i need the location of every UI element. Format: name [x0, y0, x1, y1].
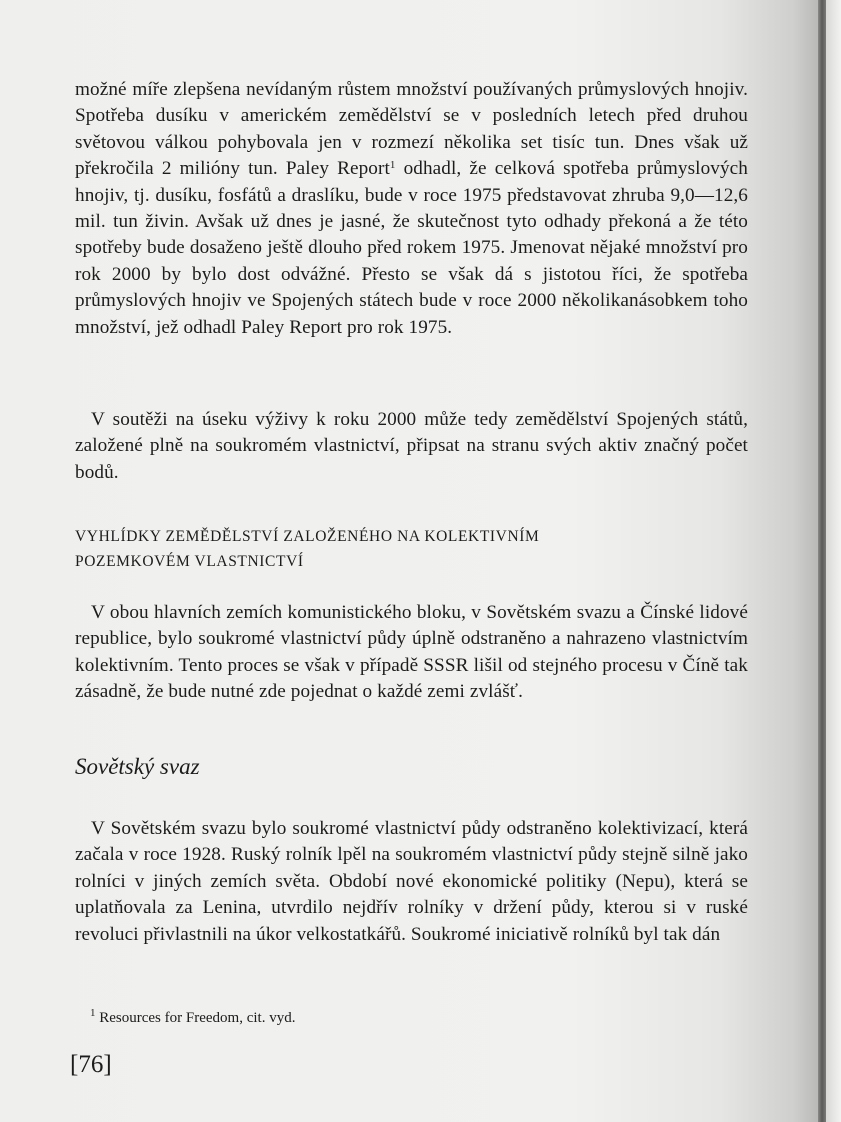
paragraph-fertilizer [75, 77, 748, 341]
footnote [90, 1008, 295, 1028]
paragraph-text: V soutěži na úseku výživy k roku 2000 může tedy zemědělství Spojených států, založené plně na soukromém vlastnictví, připsat na stranu svých aktiv značný počet bodů. [75, 409, 748, 483]
footnote-marker: 1 [90, 1007, 96, 1019]
paragraph-text: možné míře zlepšena nevídaným růstem množství používaných průmyslových hnojiv. Spotřeba dusíku v americkém zemědělství se v posledních letech před druhou světovou válkou pohybovala jen v rozmezí několika set tisíc tun. Dnes však už překročila 2 milióny tun. Paley Report [75, 79, 748, 180]
paragraph-soviet-collectivization [75, 816, 748, 948]
adjacent-page-edge [826, 0, 841, 1122]
section-heading-line-2: POZEMKOVÉM VLASTNICTVÍ [75, 553, 304, 570]
paragraph-communist-bloc [75, 600, 748, 706]
footnote-text: Resources for Freedom, cit. vyd. [95, 1010, 296, 1026]
section-heading [75, 524, 748, 574]
subheading-soviet-union: Sovětský svaz [75, 754, 200, 779]
page-number: [76] [70, 1051, 112, 1078]
book-binding-shadow [818, 0, 826, 1122]
paragraph-text: V obou hlavních zemích komunistického bloku, v Sovětském svazu a Čínské lidové republice, bylo soukromé vlastnictví půdy úplně odstraněno a nahrazeno vlastnictvím kolektivním. Tento proces se však v případě SSSR lišil od stejného procesu v Číně tak zásadně, že bude nutné zde pojednat o každé zemi zvlášť. [75, 602, 748, 703]
section-heading-line-1: VYHLÍDKY ZEMĚDĚLSTVÍ ZALOŽENÉHO NA KOLEKTIVNÍM [75, 528, 540, 545]
footnote-reference: 1 [389, 159, 396, 172]
paragraph-competition [75, 407, 748, 486]
paragraph-text: odhadl, že celková spotřeba průmyslových hnojiv, tj. dusíku, fosfátů a draslíku, bude v roce 1975 představovat zhruba 9,0—12,6 mil. tun živin. Avšak už dnes je jasné, že skutečnost tyto odhady překoná a že této spotřeby bude dosaženo ještě dlouho před rokem 1975. Jmenovat nějaké množství pro rok 2000 by bylo dost odvážné. Přesto se však dá s jistotou říci, že spotřeba průmyslových hnojiv ve Spojených státech bude v roce 2000 několikanásobkem toho množství, jež odhadl Paley Report pro rok 1975. [75, 158, 748, 338]
paragraph-text: V Sovětském svazu bylo soukromé vlastnictví půdy odstraněno kolektivizací, která začala v roce 1928. Ruský rolník lpěl na soukromém vlastnictví půdy stejně silně jako rolníci v jiných zemích světa. Období nové ekonomické politiky (Nepu), která se uplatňovala za Lenina, utvrdilo nejdřív rolníky v držení půdy, kterou si v ruské revoluci přivlastnili na úkor velkostatkářů. Soukromé iniciativě rolníků byl tak dán [75, 818, 748, 945]
